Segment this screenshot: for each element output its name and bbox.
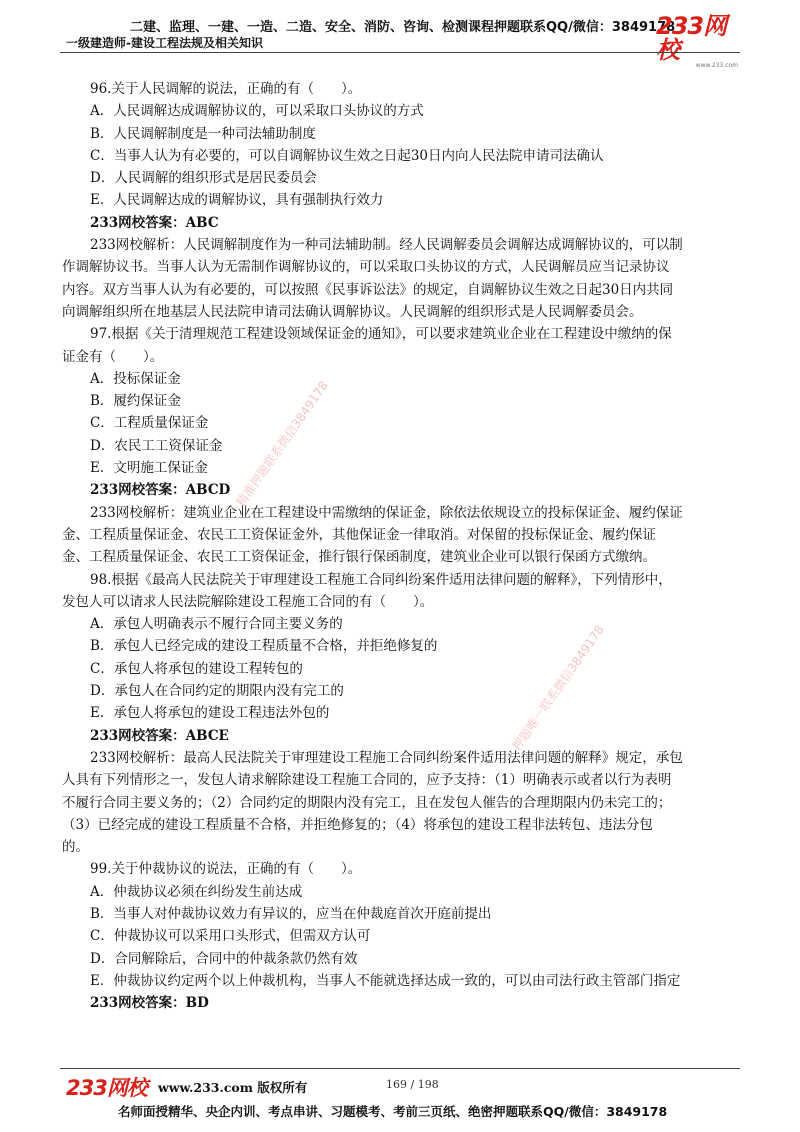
text-line: 证金有（ ）。 (62, 348, 164, 365)
text-line: A．投标保证金 (90, 370, 181, 387)
text-line: B．人民调解制度是一种司法辅助制度 (90, 125, 316, 142)
text-line: B．履约保证金 (90, 393, 181, 410)
text-line: 233网校答案：ABCE (90, 727, 229, 744)
text-line: 98.根据《最高人民法院关于审理建设工程施工合同纠纷案件适用法律问题的解释》，下列情形中， (90, 571, 672, 588)
text-line: D．承包人在合同约定的期限内没有完工的 (90, 683, 344, 700)
text-line: 金、工程质量保证金、农民工工资保证金，推行银行保函制度，建筑业企业可以银行保函方式缴纳。 (62, 549, 656, 566)
watermark: 押题唯一联系微信3849178 (509, 622, 607, 754)
footer-divider (60, 1068, 740, 1069)
text-line: 233网校答案：ABCD (90, 482, 231, 499)
text-line: 233网校答案：ABC (90, 214, 219, 231)
brand-logo (656, 12, 738, 69)
text-line: C．仲裁协议可以采用口头形式，但需双方认可 (90, 928, 371, 945)
text-line: （3）已经完成的建设工程质量不合格，并拒绝修复的；（4）将承包的建设工程非法转包、违法分包 (62, 816, 653, 833)
text-line: 233网校解析：建筑业企业在工程建设中需缴纳的保证金，除依法依规设立的投标保证金、履约保证 (90, 504, 683, 521)
text-line: E．人民调解达成的调解协议，具有强制执行效力 (90, 192, 384, 209)
text-line: E．文明施工保证金 (90, 460, 208, 477)
brand-logo-text: 233网校 (656, 12, 727, 64)
footer-brand-logo: 233网校 (66, 1076, 147, 1100)
header-contact-line: 二建、监理、一建、一造、二造、安全、消防、咨询、检测课程押题联系QQ/微信：3849178 (130, 20, 676, 35)
text-line: 96.关于人民调解的说法，正确的有（ ）。 (90, 81, 362, 97)
text-line: 233网校解析：最高人民法院关于审理建设工程施工合同纠纷案件适用法律问题的解释》规定，承包 (90, 749, 683, 766)
footer-contact-line: 名师面授精华、央企内训、考点串讲、习题模考、考前三页纸、绝密押题联系QQ/微信：3849178 (118, 1104, 668, 1119)
text-line: E．承包人将承包的建设工程违法外包的 (90, 705, 330, 722)
text-line: 作调解协议书。当事人认为无需制作调解协议的，可以采取口头协议的方式，人民调解员应当记录协议 (62, 259, 670, 276)
text-line: D．人民调解的组织形式是居民委员会 (90, 170, 317, 187)
text-line: A．仲裁协议必须在纠纷发生前达成 (90, 883, 303, 900)
brand-logo-url: www.233.com (695, 62, 738, 69)
text-line: E．仲裁协议约定两个以上仲裁机构，当事人不能就选择达成一致的，可以由司法行政主管部门指定 (90, 972, 681, 989)
text-line: 不履行合同主要义务的；（2）合同约定的期限内没有完工，且在发包人催告的合理期限内仍未完工的； (62, 794, 672, 811)
text-line: 金、工程质量保证金、农民工工资保证金外，其他保证金一律取消。对保留的投标保证金、履约保证 (62, 526, 656, 543)
text-line: 233网校解析：人民调解制度作为一种司法辅助制。经人民调解委员会调解达成调解协议的，可以制 (90, 237, 683, 254)
text-line: C．承包人将承包的建设工程转包的 (90, 660, 303, 677)
text-line: 内容。双方当事人认为有必要的，可以按照《民事诉讼法》的规定，自调解协议生效之日起30日内共同 (62, 281, 674, 298)
watermark: 精准押题联系微信3849178 (233, 378, 331, 510)
text-line: D．合同解除后，合同中的仲裁条款仍然有效 (90, 950, 358, 967)
text-line: B．承包人已经完成的建设工程质量不合格，并拒绝修复的 (90, 638, 438, 655)
footer-copyright: www.233.com 版权所有 (158, 1080, 308, 1095)
text-line: C．工程质量保证金 (90, 415, 209, 432)
header-divider (60, 52, 740, 53)
document-body (62, 78, 750, 1014)
text-line: A．承包人明确表示不履行合同主要义务的 (90, 616, 343, 633)
text-line: 233网校答案：BD (90, 995, 209, 1012)
text-line: 的。 (62, 839, 89, 856)
text-line: 99.关于仲裁协议的说法，正确的有（ ）。 (90, 861, 362, 878)
text-line: A．人民调解达成调解协议的，可以采取口头协议的方式 (90, 103, 424, 120)
page-number: 169 / 198 (386, 1078, 439, 1091)
header-subject-title: 一级建造师-建设工程法规及相关知识 (66, 36, 263, 50)
text-line: 向调解组织所在地基层人民法院申请司法确认调解协议。人民调解的组织形式是人民调解委员会。 (62, 303, 643, 320)
text-line: D．农民工工资保证金 (90, 437, 223, 454)
text-line: 97.根据《关于清理规范工程建设领域保证金的通知》，可以要求建筑业企业在工程建设中缴纳的保 (90, 326, 672, 343)
text-line: 发包人可以请求人民法院解除建设工程施工合同的有（ ）。 (62, 593, 434, 610)
text-line: 人具有下列情形之一，发包人请求解除建设工程施工合同的，应予支持：（1）明确表示或者以行为表明 (62, 772, 672, 789)
text-line: C．当事人认为有必要的，可以自调解协议生效之日起30日内向人民法院申请司法确认 (90, 147, 604, 164)
text-line: B．当事人对仲裁协议效力有异议的，应当在仲裁庭首次开庭前提出 (90, 905, 492, 922)
